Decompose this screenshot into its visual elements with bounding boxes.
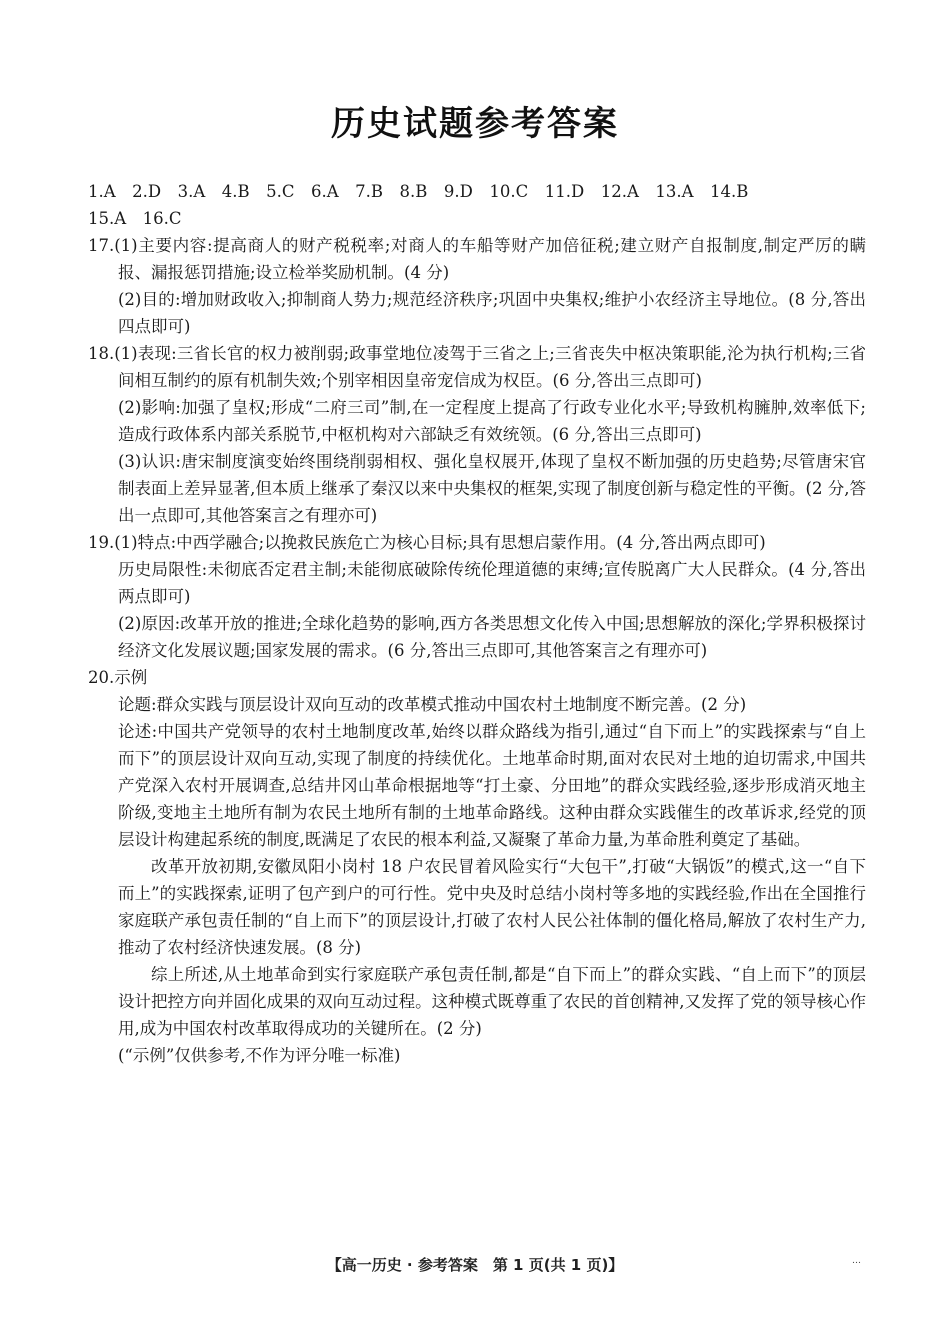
choice-answers-line-2: 15.A 16.C bbox=[88, 209, 182, 228]
q20-note: (“示例”仅供参考,不作为评分唯一标准) bbox=[118, 1046, 401, 1065]
q19-part1: 19.(1)特点:中西学融合;以挽救民族危亡为核心目标;具有思想启蒙作用。(4 分,答出两点即可) bbox=[88, 533, 766, 552]
q20-heading: 20.示例 bbox=[88, 668, 148, 687]
page-footer: 【高一历史 · 参考答案 第 1 页(共 1 页)】 bbox=[326, 1256, 624, 1274]
q17-part2: (2)目的:增加财政收入;抑制商人势力;规范经济秩序;巩固中央集权;维护小农经济主导地位。(8 分,答出四点即可) bbox=[118, 290, 866, 336]
q18-part3: (3)认识:唐宋制度演变始终围绕削弱相权、强化皇权展开,体现了皇权不断加强的历史趋势;尽管唐宋官制表面上差异显著,但本质上继承了秦汉以来中央集权的框架,实现了制度创新与稳定性的平衡。(2 分,答出一点即可,其他答案言之有理亦可) bbox=[118, 452, 866, 525]
q19-part2: (2)原因:改革开放的推进;全球化趋势的影响,西方各类思想文化传入中国;思想解放的深化;学界积极探讨经济文化发展议题;国家发展的需求。(6 分,答出三点即可,其他答案言之有理亦可) bbox=[118, 614, 866, 660]
q20-conclusion: 综上所述,从土地革命到实行家庭联产承包责任制,都是“自下而上”的群众实践、“自上而下”的顶层设计把控方向并固化成果的双向互动过程。这种模式既尊重了农民的首创精神,又发挥了党的领导核心作用,成为中国农村改革取得成功的关键所在。(2 分) bbox=[118, 965, 866, 1038]
q18-part1: 18.(1)表现:三省长官的权力被削弱;政事堂地位凌驾于三省之上;三省丧失中枢决策职能,沦为执行机构;三省间相互制约的原有机制失效;个别宰相因皇帝宠信成为权臣。(6 分,答出三点即可) bbox=[88, 344, 866, 390]
answer-content bbox=[88, 178, 866, 1069]
page-title: 历史试题参考答案 bbox=[331, 104, 619, 144]
q20-argument-2: 改革开放初期,安徽凤阳小岗村 18 户农民冒着风险实行“大包干”,打破“大锅饭”的模式,这一“自下而上”的实践探索,证明了包产到户的可行性。党中央及时总结小岗村等多地的实践经验,作出在全国推行家庭联产承包责任制的“自上而下”的顶层设计,打破了农村人民公社体制的僵化格局,解放了农村生产力,推动了农村经济快速发展。(8 分) bbox=[118, 857, 866, 957]
q20-thesis: 论题:群众实践与顶层设计双向互动的改革模式推动中国农村土地制度不断完善。(2 分) bbox=[118, 695, 747, 714]
q17-part1: 17.(1)主要内容:提高商人的财产税税率;对商人的车船等财产加倍征税;建立财产自报制度,制定严厉的瞒报、漏报惩罚措施;设立检举奖励机制。(4 分) bbox=[88, 236, 866, 282]
q19-limitations: 历史局限性:未彻底否定君主制;未能彻底破除传统伦理道德的束缚;宣传脱离广大人民群众。(4 分,答出两点即可) bbox=[118, 560, 866, 606]
q20-argument-1: 论述:中国共产党领导的农村土地制度改革,始终以群众路线为指引,通过“自下而上”的实践探索与“自上而下”的顶层设计双向互动,实现了制度的持续优化。土地革命时期,面对农民对土地的迫切需求,中国共产党深入农村开展调查,总结井冈山革命根据地等“打土豪、分田地”的群众实践经验,逐步形成消灭地主阶级,变地主土地所有制为农民土地所有制的土地革命路线。这种由群众实践催生的改革诉求,经党的顶层设计构建起系统的制度,既满足了农民的根本利益,又凝聚了革命力量,为革命胜利奠定了基础。 bbox=[118, 722, 866, 849]
corner-mark: … bbox=[852, 1256, 861, 1266]
q18-part2: (2)影响:加强了皇权;形成“二府三司”制,在一定程度上提高了行政专业化水平;导致机构臃肿,效率低下;造成行政体系内部关系脱节,中枢机构对六部缺乏有效统领。(6 分,答出三点即可) bbox=[118, 398, 866, 444]
choice-answers-line-1: 1.A 2.D 3.A 4.B 5.C 6.A 7.B 8.B 9.D 10.C 11.D 12.A 13.A 14.B bbox=[88, 182, 749, 201]
